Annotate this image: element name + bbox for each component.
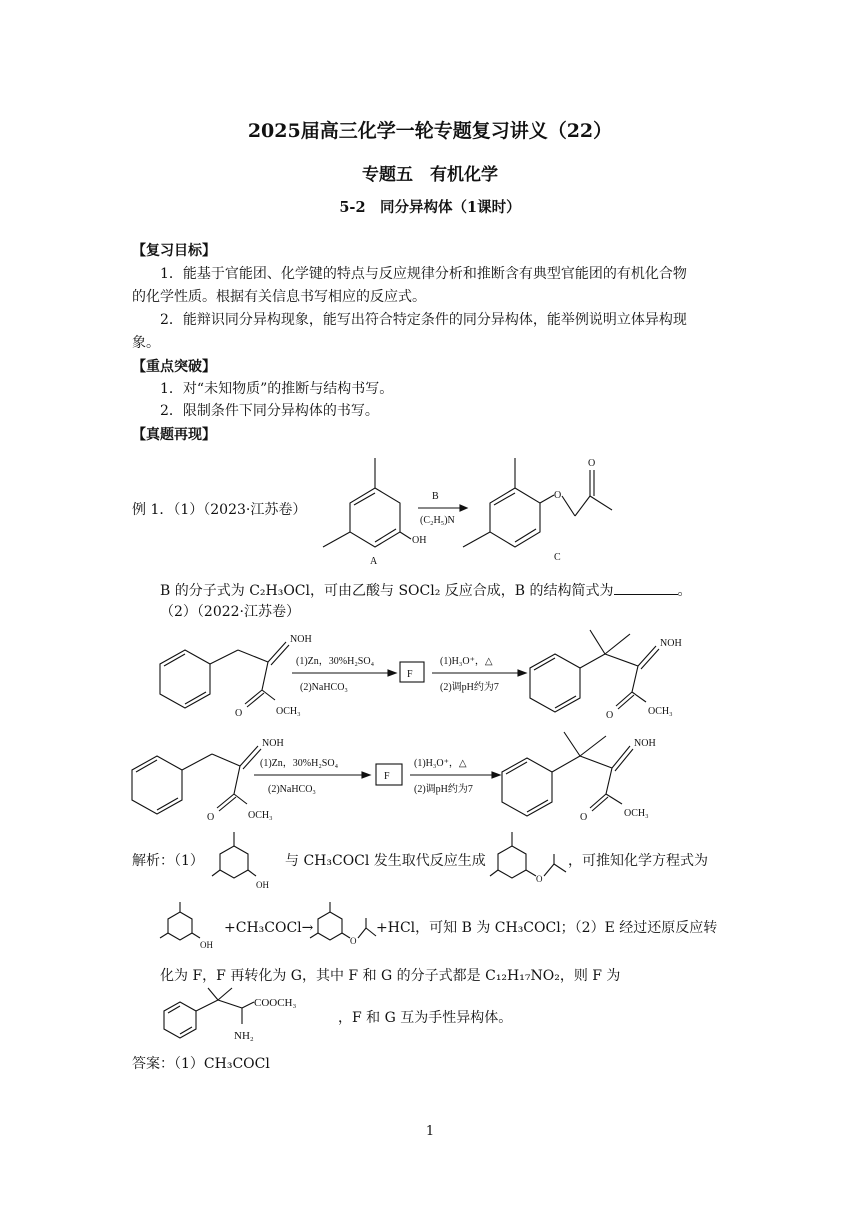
reagent-b: B: [432, 491, 439, 502]
svg-text:OH: OH: [200, 940, 213, 950]
reaction-2-arrow-1: [292, 656, 396, 693]
analysis-molecule-c: [488, 830, 574, 890]
svg-text:O: O: [580, 812, 588, 823]
svg-text:COOCH₃: COOCH₃: [254, 997, 297, 1009]
product-g: [530, 630, 682, 721]
question-1-text: B 的分子式为 C₂H₃OCl，可由乙酸与 SOCl₂ 反应合成，B 的结构简式为 。: [160, 580, 692, 601]
ester-o-label: O: [554, 490, 562, 501]
equation-plus: +CH₃COCl→: [224, 920, 314, 936]
svg-text:NOH: NOH: [634, 738, 656, 749]
label-c: C: [554, 552, 561, 563]
example-1-label: 例 1．（1）（2023·江苏卷）: [132, 502, 307, 518]
svg-text:(1)Zn，30%H₂SO₄: (1)Zn，30%H₂SO₄: [260, 758, 339, 769]
objective-1-line-2: 的化学性质。根据有关信息书写相应的反应式。: [132, 289, 426, 305]
equation-reactant: [158, 900, 228, 950]
page-number: 1: [425, 1124, 435, 1139]
svg-text:OCH₃: OCH₃: [248, 810, 273, 821]
analysis-text-2: ，可推知化学方程式为: [568, 853, 708, 869]
keypoint-1: 1．对“未知物质”的推断与结构书写。: [160, 381, 394, 397]
reactant-e: [160, 634, 312, 719]
svg-text:(2)NaHCO₃: (2)NaHCO₃: [268, 784, 316, 795]
svg-text:OCH₃: OCH₃: [648, 706, 673, 717]
svg-text:(2)调pH约为7: (2)调pH约为7: [414, 784, 473, 795]
reaction-2-scheme-b: [122, 722, 702, 832]
reaction-2b-arrow-1: [254, 758, 370, 795]
svg-text:F: F: [384, 771, 390, 782]
reagent-base: (C₂H₅)N: [420, 515, 455, 526]
svg-text:O: O: [536, 874, 543, 884]
molecule-a: [323, 458, 426, 567]
objective-1-line-1: 1．能基于官能团、化学键的特点与反应规律分析和推断含有典型官能团的有机化合物: [160, 266, 687, 282]
svg-text:NOH: NOH: [262, 738, 284, 749]
svg-text:(1)H₃O⁺，△: (1)H₃O⁺，△: [440, 656, 493, 667]
reaction-1-scheme: [310, 448, 640, 578]
svg-text:O: O: [207, 812, 215, 823]
document-title: 2025届高三化学一轮专题复习讲义（22）: [247, 120, 613, 142]
reaction-2-arrow-2: [432, 656, 526, 693]
product-g-copy: [502, 732, 656, 823]
keypoint-2: 2．限制条件下同分异构体的书写。: [160, 403, 379, 419]
analysis-label: 解析：（1）: [132, 853, 204, 869]
svg-text:O: O: [235, 708, 243, 719]
objectives-heading: 【复习目标】: [132, 243, 216, 259]
svg-text:(2)调pH约为7: (2)调pH约为7: [440, 682, 499, 693]
svg-text:O: O: [606, 710, 614, 721]
chapter-title: 专题五 有机化学: [362, 165, 498, 185]
svg-text:OCH₃: OCH₃: [276, 706, 301, 717]
objective-2-line-1: 2．能辩识同分异构现象，能写出符合特定条件的同分异构体，能举例说明立体异构现: [160, 312, 687, 328]
reaction-2-scheme-a: [150, 620, 710, 730]
real-exam-heading: 【真题再现】: [132, 427, 216, 443]
keypoints-heading: 【重点突破】: [132, 359, 216, 375]
f-structure: [158, 986, 328, 1046]
svg-text:NOH: NOH: [660, 638, 682, 649]
svg-text:NH₂: NH₂: [234, 1030, 254, 1042]
svg-text:(1)H₃O⁺，△: (1)H₃O⁺，△: [414, 758, 467, 769]
answer-line: 答案：（1）CH₃COCl: [132, 1056, 270, 1072]
f-structure-tail: ，F 和 G 互为手性异构体。: [338, 1010, 513, 1026]
equation-tail: +HCl，可知 B 为 CH₃COCl；（2）E 经过还原反应转: [376, 920, 718, 936]
reactant-e-copy: [132, 738, 284, 823]
carbonyl-o-label: O: [588, 458, 596, 469]
molecule-c: [463, 458, 612, 563]
svg-text:(2)NaHCO₃: (2)NaHCO₃: [300, 682, 348, 693]
f-box-label: F: [407, 669, 413, 680]
svg-text:OCH₃: OCH₃: [624, 808, 649, 819]
reaction-1-arrow: [418, 491, 467, 526]
analysis-text-1: 与 CH₃COCl 发生取代反应生成: [285, 853, 486, 869]
objective-2-line-2: 象。: [132, 335, 160, 351]
oh-label: OH: [412, 535, 427, 546]
question-2-label: （2）（2022·江苏卷）: [160, 604, 300, 620]
svg-text:O: O: [350, 936, 357, 946]
reaction-2b-arrow-2: [410, 758, 500, 795]
analysis-line-3: 化为 F，F 再转化为 G，其中 F 和 G 的分子式都是 C₁₂H₁₇NO₂，则 F 为: [160, 968, 621, 984]
svg-text:NOH: NOH: [290, 634, 312, 645]
svg-text:(1)Zn，30%H₂SO₄: (1)Zn，30%H₂SO₄: [296, 656, 375, 667]
svg-text:OH: OH: [256, 880, 269, 890]
answer-blank[interactable]: [614, 580, 678, 595]
label-a: A: [370, 556, 378, 567]
analysis-molecule-a: [212, 830, 282, 890]
lesson-title: 5-2 同分异构体（1课时）: [339, 199, 521, 216]
